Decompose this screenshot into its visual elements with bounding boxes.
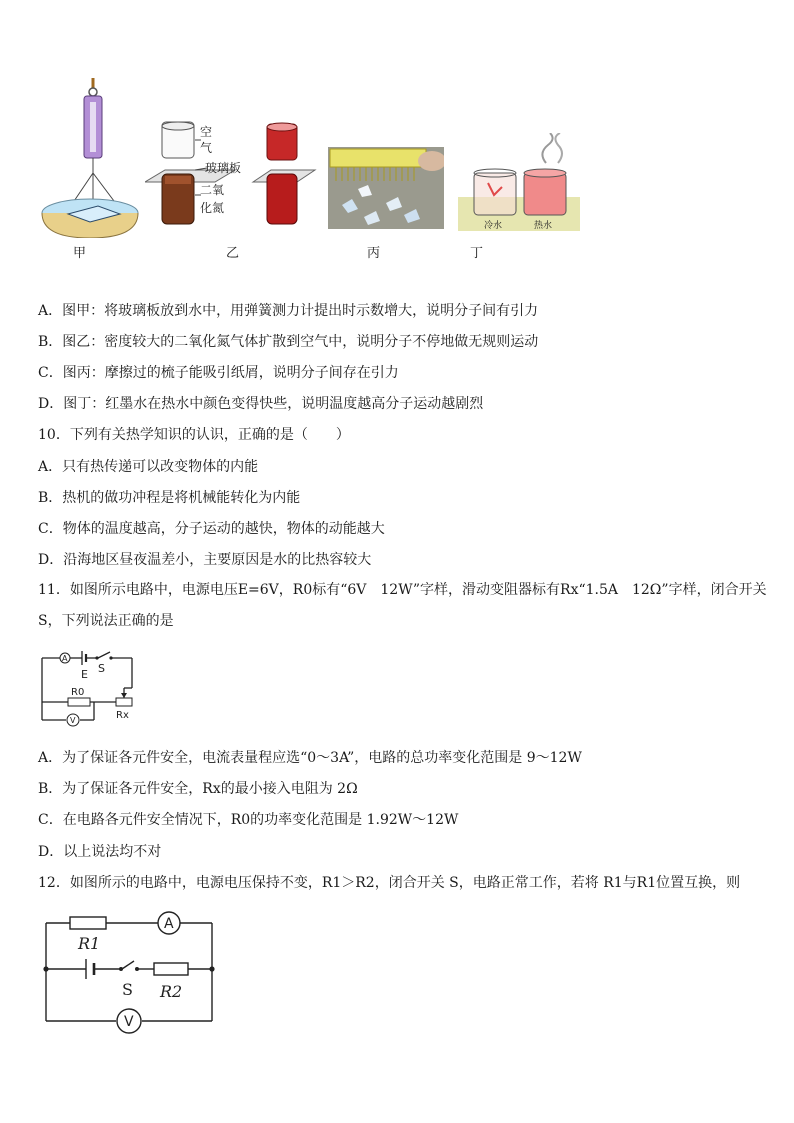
q12-stem: 12．如图所示的电路中，电源电压保持不变，R1＞R2，闭合开关 S，电路正常工作，若将 R1与R1位置互换，则 — [38, 875, 741, 891]
yi-label-kong: 空 — [200, 125, 213, 139]
q12-voltmeter-label: V — [124, 1014, 134, 1030]
figure-caption-ding: 丁 — [470, 246, 484, 261]
q10-stem: 10．下列有关热学知识的认识，正确的是（ ） — [38, 427, 350, 443]
q10-option-b: B．热机的做功冲程是将机械能转化为内能 — [38, 490, 301, 506]
q11-option-a: A．为了保证各元件安全，电流表量程应选“0～3A”，电路的总功率变化范围是 9～12W — [38, 750, 582, 766]
q11-circuit — [38, 648, 138, 730]
q12-ammeter-label: A — [164, 916, 174, 932]
q10-option-c: C．物体的温度越高，分子运动的越快，物体的动能越大 — [38, 521, 385, 537]
figure-caption-jia: 甲 — [73, 246, 87, 261]
q11-switch-label: S — [98, 662, 105, 675]
q10-option-a: A．只有热传递可以改变物体的内能 — [38, 459, 259, 475]
q11-option-c: C．在电路各元件安全情况下，R0的功率变化范围是 1.92W～12W — [38, 812, 459, 828]
q11-option-b: B．为了保证各元件安全，Rx的最小接入电阻为 2Ω — [38, 781, 358, 797]
q9-option-b: B．图乙：密度较大的二氧化氮气体扩散到空气中，说明分子不停地做无规则运动 — [38, 334, 539, 350]
figure-caption-bing: 丙 — [367, 246, 381, 261]
figure-caption-yi: 乙 — [226, 246, 240, 261]
q9-option-a: A．图甲：将玻璃板放到水中，用弹簧测力计提出时示数增大，说明分子间有引力 — [38, 303, 539, 319]
q9-option-d: D．图丁：红墨水在热水中颜色变得快些，说明温度越高分子运动越剧烈 — [38, 396, 484, 412]
q11-option-d: D．以上说法均不对 — [38, 844, 162, 860]
figure-ding — [458, 133, 580, 231]
yi-label-no2-b: 化氮 — [200, 201, 225, 215]
q11-stem: 11．如图所示电路中，电源电压E=6V，R0标有“6V 12W”字样，滑动变阻器标有Rx“1.5A 12Ω”字样，闭合开关S，下列说法正确的是 — [38, 582, 767, 629]
figure-jia — [38, 78, 143, 238]
figure-yi — [145, 120, 320, 230]
yi-label-glass: 玻璃板 — [205, 161, 242, 175]
q10-option-d: D．沿海地区昼夜温差小，主要原因是水的比热容较大 — [38, 552, 372, 568]
q12-circuit — [38, 905, 220, 1037]
yi-label-qi: 气 — [200, 141, 213, 155]
q11-r0-label: R0 — [71, 687, 85, 698]
q11-rx-label: Rx — [116, 710, 129, 721]
q12-r2-label: R2 — [160, 982, 183, 1001]
q12-r1-label: R1 — [78, 934, 101, 953]
q12-switch-label: S — [122, 980, 133, 999]
q9-option-c: C．图丙：摩擦过的梳子能吸引纸屑，说明分子间存在引力 — [38, 365, 399, 381]
yi-label-no2-a: 二氧 — [200, 183, 225, 197]
q11-voltmeter-label: V — [70, 716, 76, 725]
ding-label-cold: 冷水 — [484, 221, 503, 231]
q11-ammeter-label: A — [62, 654, 68, 663]
ding-label-hot: 热水 — [534, 221, 553, 231]
q11-source-label: E — [81, 668, 88, 681]
figure-bing — [328, 147, 444, 229]
